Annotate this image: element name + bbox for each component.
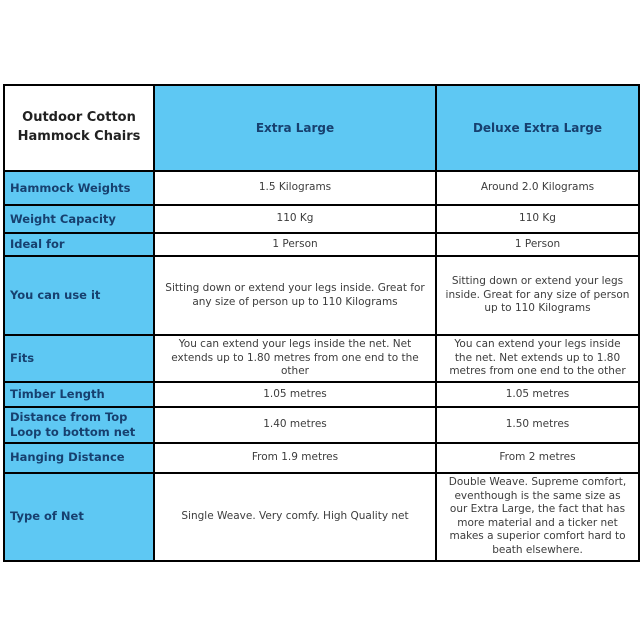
cell-extra-large-value: 1.5 Kilograms (154, 171, 436, 205)
column-header-deluxe-extra-large: Deluxe Extra Large (436, 85, 639, 171)
table-row (4, 171, 639, 205)
cell-extra-large-value: 1 Person (154, 233, 436, 256)
cell-extra-large-value: Single Weave. Very comfy. High Quality net (154, 473, 436, 561)
cell-extra-large-value: 110 Kg (154, 205, 436, 233)
cell-deluxe-value: Sitting down or extend your legs inside. Great for any size of person up to 110 Kilograms (436, 256, 639, 335)
row-label-ideal-for: Ideal for (4, 233, 154, 256)
cell-deluxe-value: From 2 metres (436, 443, 639, 473)
table-row (4, 256, 639, 335)
cell-extra-large-value: You can extend your legs inside the net. Net extends up to 1.80 metres from one end to the other (154, 335, 436, 382)
row-label-weight-capacity: Weight Capacity (4, 205, 154, 233)
table-title-cell: Outdoor Cotton Hammock Chairs (4, 85, 154, 171)
row-label-hammock-weights: Hammock Weights (4, 171, 154, 205)
cell-deluxe-value: 1.50 metres (436, 407, 639, 443)
cell-extra-large-value: From 1.9 metres (154, 443, 436, 473)
row-label-fits: Fits (4, 335, 154, 382)
row-label-you-can-use-it: You can use it (4, 256, 154, 335)
cell-extra-large-value: 1.05 metres (154, 382, 436, 407)
table-row (4, 473, 639, 561)
cell-deluxe-value: 110 Kg (436, 205, 639, 233)
row-label-hanging-distance: Hanging Distance (4, 443, 154, 473)
row-label-type-of-net: Type of Net (4, 473, 154, 561)
cell-deluxe-value: Double Weave. Supreme comfort, eventhough is the same size as our Extra Large, the fact that has more material and a ticker net makes a superior comfort hard to beath elsewhere. (436, 473, 639, 561)
row-label-timber-length: Timber Length (4, 382, 154, 407)
cell-deluxe-value: You can extend your legs inside the net. Net extends up to 1.80 metres from one end to the other (436, 335, 639, 382)
table-row (4, 382, 639, 407)
cell-deluxe-value: 1.05 metres (436, 382, 639, 407)
column-header-extra-large: Extra Large (154, 85, 436, 171)
table-row (4, 233, 639, 256)
cell-deluxe-value: 1 Person (436, 233, 639, 256)
table-row (4, 443, 639, 473)
table-row (4, 407, 639, 443)
table-row (4, 335, 639, 382)
table-row (4, 205, 639, 233)
cell-extra-large-value: 1.40 metres (154, 407, 436, 443)
cell-deluxe-value: Around 2.0 Kilograms (436, 171, 639, 205)
header-row (4, 85, 639, 171)
row-label-distance-top-loop: Distance from Top Loop to bottom net (4, 407, 154, 443)
cell-extra-large-value: Sitting down or extend your legs inside. Great for any size of person up to 110 Kilograms (154, 256, 436, 335)
hammock-comparison-table (3, 84, 640, 562)
